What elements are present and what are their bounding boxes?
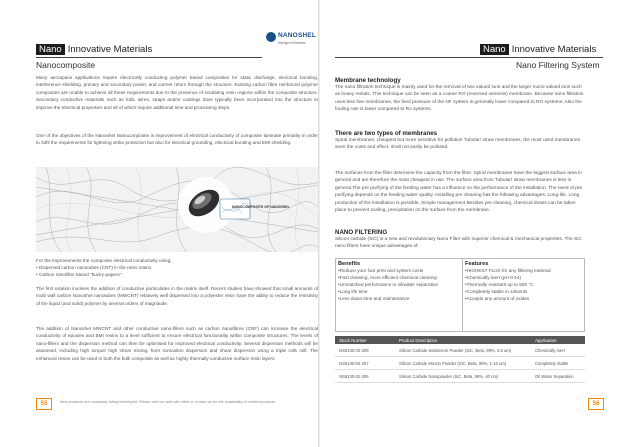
header-rule [36, 57, 262, 58]
nano-filtering-heading: NANO FILTERING [335, 229, 388, 236]
product-table [335, 336, 585, 383]
footer-note: New products are constantly being developed. Please visit our web site often or contact us for the availability of untried products. [60, 400, 276, 404]
features-column [463, 259, 583, 331]
second-solution-paragraph: The addition of Nanoshel MWCNT and other conductive nano-fillers such as carbon nanofibres (CNF) can increase the electrical conductivity of epoxies and BMI resins to a level sufficient to ensure electrical functionality within composite structures. The levels of nano-fillers and the dispersion method can then be optimised for improved electrical conductivity. Several dispersion methods will be assessed, including high torque/ high shear mixing, horn sonication dispersion and shear dispersion using a triple rolls mill. The enhanced resins can be used in both the bulk composite as well as highly thermally conductive surface resin layers. [36, 326, 318, 361]
header-rule [335, 57, 603, 58]
right-header-title [480, 44, 596, 56]
second-solution-block [36, 325, 318, 362]
list-item: •Long life time [338, 288, 368, 294]
page-number: 56 [588, 398, 604, 410]
table-row [335, 357, 585, 370]
benefits-column [336, 259, 462, 331]
improvement-block [36, 257, 318, 278]
brand-word: Nano [480, 44, 509, 55]
nanocomposite-figure [36, 167, 318, 252]
list-item: •Accepts any amount of oxides [465, 295, 530, 301]
surface-paragraph: The surfaces from the filter determine the capacity from the filter. Spiral membranes have the biggest surface area in general and are therefore the most cheapest in use. The surface area from Tubular/ straw membranes is less in general.The pre purifying of the feeding water has a influence on the performance of the installation. The need of pre purifying depends on the feeding water quality. Installing pre cleaning has the following advantages: Long-life, Long production of the installation is possible, Simple management Besides pre cleaning, chemical doses can be taken place to prevent scaling, precipitation on the surface from the membrane. [335, 171, 583, 214]
improvement-list [36, 264, 318, 278]
left-header-title [36, 44, 152, 56]
list-item: •Fast cleaning, more efficient chemical cleaning [338, 274, 437, 280]
membrane-heading: Membrane technology [335, 77, 401, 84]
features-list [463, 268, 583, 303]
table-row [335, 370, 585, 383]
table-cell: NS6130-02-208 [335, 344, 395, 357]
list-item: •Unmatched performance in oil/water separation [338, 281, 439, 287]
page-number: 55 [36, 398, 52, 410]
brand-word: Nano [36, 44, 65, 55]
first-solution-block [36, 285, 318, 307]
table-row [335, 344, 585, 357]
benefits-features-box [335, 258, 585, 332]
membrane-types-section [335, 130, 585, 152]
list-item: •Completely stable in solvents [465, 288, 528, 294]
intro-paragraph-block [36, 74, 318, 111]
surface-section [335, 170, 585, 214]
table-cell: Silicon Carbide Micron Powder (SiC, Beta, 99%, 1-10 um) [395, 357, 531, 370]
types-heading: There are two types of membranes [335, 130, 438, 137]
table-cell: Silicon Carbide Nanopowder (SiC, Beta, 99%, 40 nm) [395, 370, 531, 383]
right-subtitle: Nano Filtering System [516, 60, 600, 70]
table-cell: Chemically inert [531, 344, 585, 357]
fiber-mesh-image [36, 167, 318, 252]
benefits-title: Benefits [338, 261, 361, 267]
table-cell: Completely stable [531, 357, 585, 370]
intro-paragraph: Many aerospace applications require electrically conducting polymer based composites for static discharge, electrical bonding, interference shielding, primary and secondary power, and current return through the structure. Existing carbon fibre reinforced polymer composites are unable to achieve all these requirements due to the presence of insulating resin regions within the composite structure. Secondary conductive materials such as foils, wires, straps and/or coatings have typically been incorporated into the structure to improve the electrical properties and all of which require additional time and processing steps. [36, 75, 318, 110]
table-cell: NS6130-02-207 [335, 357, 395, 370]
nano-filtering-section [335, 229, 585, 251]
objective-paragraph-block [36, 132, 318, 147]
improvement-intro: For the improvements the composite electrical conductivity using: [36, 258, 172, 263]
logo-tagline: Intelligent Materials [278, 41, 306, 45]
logo-text: NANOSHEL [278, 32, 317, 39]
figure-label: NANOCOMPOSITE OF NANOSHEL [232, 205, 290, 209]
table-cell: Oil Water Separation [531, 370, 585, 383]
column-header-stock: Stock Number [335, 336, 395, 344]
section-title: Innovative Materials [511, 44, 597, 55]
list-item: •Less down time and maintenance [338, 295, 410, 301]
column-header-description: Product Description [395, 336, 531, 344]
list-item: •HIGHEST FLUX for any filtering material [465, 268, 551, 273]
membrane-paragraph: The nano filtration technique is mainly used for the removal of two valued ions and the larger mono valued ions such as heavy metals. This technique can be seen as a coarse RO (reversed osmosis) membrane. Because nano filtration uses less fine membranes, the feed pressure of the NF system is generally lower compared to RO systems. Also the fouling rate is lower compared to Ro systems. [335, 85, 584, 113]
membrane-section [335, 77, 585, 114]
first-solution-paragraph: The first solution involves the addition of conductive particulates in the matrix itself. Recent studies have showed that small amounts of multi wall carbon Nanoshel nanotubes (MWCNT) relatively well dispersed into a polyester resin have the ability to reduce the resistivity of the liquid (and solid) polymer by several orders of magnitude. [36, 286, 318, 306]
list-item: •Thermally resistant up to 800 °C [465, 281, 534, 287]
benefits-list [336, 268, 462, 303]
list-item: •Chemically inert (pH 0-14) [465, 274, 522, 280]
logo-mark-icon [266, 32, 276, 42]
list-item: •Reduce your foot print and system costs [338, 268, 424, 273]
table-cell: Silicon Carbide Submicron Powder (SiC, Beta, 99%, 0.5 um) [395, 344, 531, 357]
nanoshel-logo [266, 30, 317, 60]
table-header-row [335, 336, 585, 344]
list-item: • Carbon nanofiller based "bucky-papers". [36, 272, 123, 278]
list-item: • Dispersed carbon nanotubes (CNT) in the resin matrix. [36, 265, 153, 271]
features-title: Features [465, 261, 489, 267]
objective-paragraph: One of the objectives of the Nanoshel Nanocomposite is improvement of electrical conductivity of composite laminate primarily in order to fulfil the requirements for lightning strike protection but also for electrical grounding, electrical bonding and EMI shielding. [36, 133, 318, 146]
table-cell: NS6130-02-206 [335, 370, 395, 383]
column-header-application: Application [531, 336, 585, 344]
left-page [0, 0, 318, 447]
section-title: Innovative Materials [67, 44, 153, 55]
nano-filtering-paragraph: Silicon carbide (SiC) is a new and revolutionary Nano Filter with superior chemical & mechanical properties. The SiC nano filters have unique advantages of: [335, 237, 582, 250]
left-subtitle: Nanocomposite [36, 60, 96, 70]
types-paragraph: Spiral membranes, cheapest but more sensitive for pollution Tubular/ straw membranes, the most used membranes seen the costs and effect, shall not easily be polluted. [335, 138, 581, 151]
